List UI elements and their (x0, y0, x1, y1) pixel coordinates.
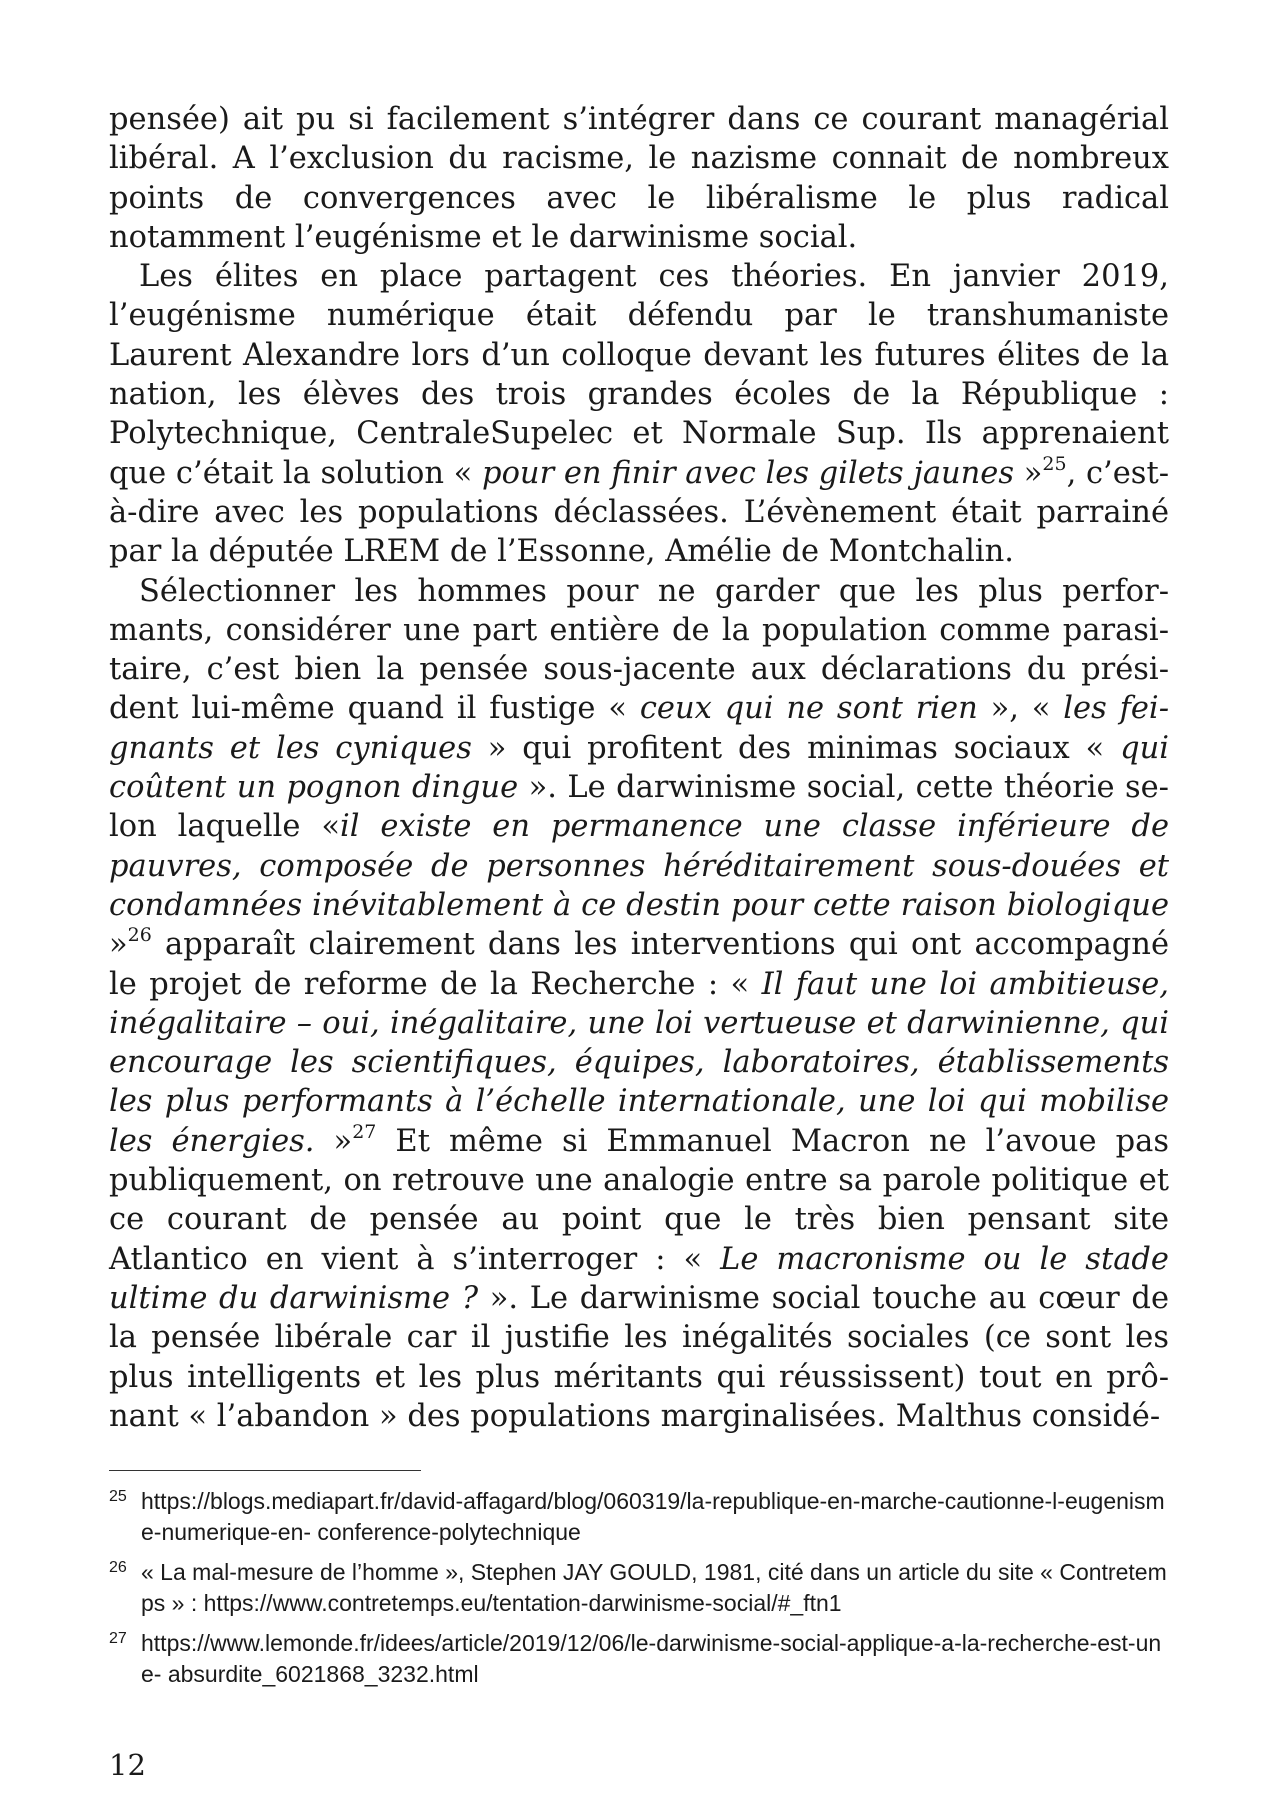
paragraph-continuation (109, 100, 1169, 257)
paragraph-text: , c’est-à-dire avec les populations déclassées. L’évènement était parrainé par la députée LREM de l’Essonne, Amélie de Montchalin. (109, 455, 1170, 570)
paragraph-darwinism (109, 572, 1169, 1437)
quotation: qui coûtent un pognon dingue (109, 730, 1169, 806)
footnote-ref-25[interactable]: 25 (1042, 452, 1067, 475)
page (109, 100, 1169, 1790)
body-text (109, 100, 1169, 1436)
quotation: il existe en permanence une classe inférieure de pauvres, composée de personnes héréditairement sous-douées et condamnées inévitablement à ce destin pour cette raison biologique (109, 809, 1170, 923)
footnote-ref-26[interactable]: 26 (127, 924, 152, 947)
footnote-number: 25 (109, 1488, 127, 1505)
footnote-separator (109, 1470, 421, 1471)
page-number: 12 (109, 1748, 146, 1782)
paragraph-text: apparaît clairement dans les interventions qui ont accompagné le projet de reforme de la Recherche : « (109, 927, 1169, 1002)
paragraph-text: Sélectionner les hommes pour ne garder que les plus performants, considérer une part entière de la population comme parasitaire, c’est bien la pensée sous-jacente aux déclarations du président lui-même quand il fustige « (109, 573, 1169, 727)
footnote-27 (109, 1628, 1169, 1690)
paragraph-text: » (109, 927, 128, 963)
footnote-link[interactable]: https://blogs.mediapart.fr/david-affagard/blog/060319/la-republique-en-marche-cautionne-l-eugenisme-numerique-en- conference-polytechnique (141, 1488, 1165, 1545)
paragraph-text: Et même si Emmanuel Macron ne l’avoue pas publiquement, on retrouve une analogie entre sa parole politique et ce courant de pensée au point que le très bien pensant site Atlantico en vient à s’interroger : « (109, 1123, 1169, 1277)
paragraph-text: Les élites en place partagent ces théories. En janvier 2019, l’eugénisme numérique était défendu par le transhumaniste Laurent Alexandre lors d’un colloque devant les futures élites de la nation, les élèves des trois grandes écoles de la République : Polytechnique, CentraleSupelec et Normale Sup. Ils apprenaient que c’était la solution « (109, 259, 1169, 491)
quotation: Le macronisme ou le stade ultime du darwinisme ? (109, 1241, 1169, 1316)
quotation: les feignants et les cyniques (109, 691, 1170, 766)
paragraph-text: » (314, 1123, 353, 1159)
footnote-number: 26 (109, 1559, 127, 1576)
quotation: ceux qui ne sont rien (639, 691, 978, 727)
paragraph-text: ». Le darwinisme social, cette théorie selon laquelle « (109, 770, 1169, 845)
paragraph-text: ». Le darwinisme social touche au cœur de la pensée libérale car il justifie les inégalités sociales (ce sont les plus intelligents et les plus méritants qui réussissent) tout en prônant « l’abandon » des populations marginalisées. Malthus considé- (109, 1280, 1169, 1434)
footnote-text[interactable]: « La mal-mesure de l’homme », Stephen JAY GOULD, 1981, cité dans un article du site « Contretemps » : https://www.contretemps.eu/tentation-darwinisme-social/#_ftn1 (141, 1559, 1167, 1616)
quotation: pour en finir avec les gilets jaunes (482, 455, 1015, 491)
paragraph-text: » qui profitent des minimas sociaux « (471, 730, 1121, 766)
paragraph-text: pensée) ait pu si facilement s’intégrer dans ce courant managérial libéral. A l’exclusion du racisme, le nazisme connait de nombreux points de convergences avec le libéralisme le plus radical notamment l’eugénisme et le darwinisme social. (109, 102, 1169, 255)
footnotes (109, 1486, 1169, 1699)
footnote-26 (109, 1557, 1169, 1619)
footnote-ref-27[interactable]: 27 (352, 1120, 377, 1143)
paragraph-elites (109, 257, 1169, 571)
paragraph-text: » (1014, 455, 1043, 491)
footnote-25 (109, 1486, 1169, 1548)
paragraph-text: », « (977, 691, 1064, 727)
footnote-number: 27 (109, 1630, 127, 1647)
quotation: Il faut une loi ambitieuse, inégalitaire – oui, inégalitaire, une loi vertueuse et darwinienne, qui encourage les scientifiques, équipes, laboratoires, établissements les plus performants à l’échelle internationale, une loi qui mobilise les énergies. (109, 966, 1169, 1159)
footnote-link[interactable]: https://www.lemonde.fr/idees/article/2019/12/06/le-darwinisme-social-applique-a-la-recherche-est-une- absurdite_6021868_3232.html (141, 1630, 1162, 1687)
